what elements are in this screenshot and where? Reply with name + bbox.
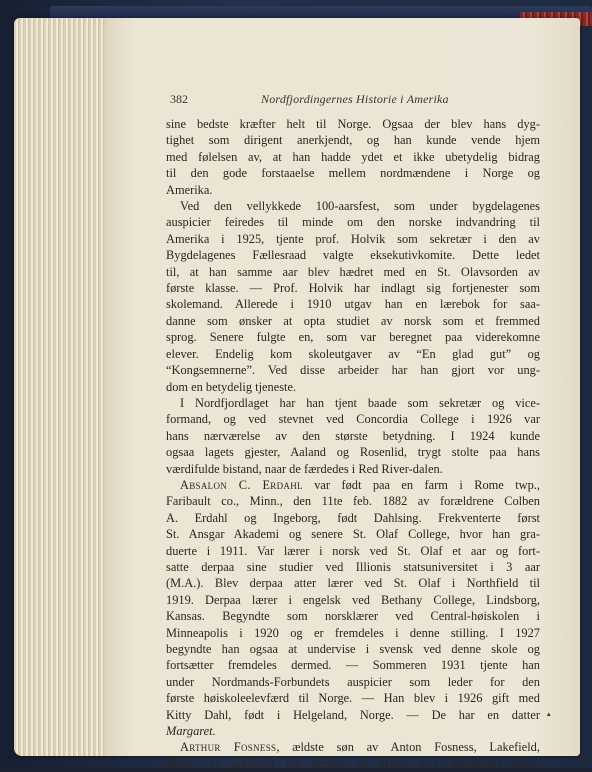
person-name: Arthur Fosness — [180, 740, 277, 755]
line-text: første høiskoleelevfærd til Norge. — Han blev i 1926 gift med — [166, 691, 540, 706]
text-line — [166, 329, 540, 345]
text-line — [166, 477, 540, 493]
text-line — [166, 657, 540, 673]
text-line — [166, 625, 540, 641]
text-line — [166, 231, 540, 247]
text-line — [166, 756, 540, 772]
line-text: tighet som dirigent anerkjendt, og han kunde vende hjem — [166, 133, 540, 148]
line-text: formand, og ved stevnet ved Concordia College i 1926 var — [166, 412, 540, 427]
line-text: med følelsen av, at han hadde ydet et ikke ubetydelig bidrag — [166, 149, 540, 164]
line-text: St. Ansgar Akademi og senere St. Olaf College, hvor han gra- — [166, 527, 540, 542]
text-line — [166, 707, 540, 723]
text-line — [166, 641, 540, 657]
line-text: værdifulde bistand, naar de færdedes i Red River-dalen. — [166, 461, 443, 476]
line-text: Kansas. Begyndte som norsklærer ved Central-høiskolen i — [166, 609, 540, 624]
line-text: under Nordmands-Forbundets auspicier som leder for den — [166, 674, 540, 689]
text-line — [166, 214, 540, 230]
line-text: til, at han samme aar blev hædret med en St. Olavsorden av — [166, 264, 540, 279]
text-line — [166, 411, 540, 427]
line-text: duerte i 1911. Var lærer i norsk ved St. Olaf et aar og fort- — [166, 543, 540, 558]
text-line — [166, 264, 540, 280]
page-number: 382 — [170, 92, 188, 106]
line-text: Bygdelagenes Fællesraad valgte eksekutivkomite. Dette ledet — [166, 248, 540, 263]
text-line — [166, 395, 540, 411]
running-head: Nordfjordingernes Historie i Amerika — [261, 92, 449, 106]
text-line — [166, 198, 540, 214]
line-text: Ved den vellykkede 100-aarsfest, som under bygdelagenes — [180, 199, 540, 214]
line-text: dom en betydelig tjeneste. — [166, 379, 297, 394]
text-line — [166, 149, 540, 165]
text-line — [166, 543, 540, 559]
line-text: hans nærværelse av den største betydning. I 1924 kunde — [166, 428, 540, 443]
text-line — [166, 739, 540, 755]
line-text: satte derpaa sine studier ved Illionis statsuniversitet i 3 aar — [166, 559, 540, 574]
text-line — [166, 559, 540, 575]
text-line — [166, 575, 540, 591]
line-text: Amerika i 1925, tjente prof. Holvik som sekretær i den av — [166, 231, 540, 246]
italic-name: Margaret. — [166, 724, 216, 739]
line-text: Faribault co., Minn., den 11te feb. 1882 av forældrene Colben — [166, 494, 540, 509]
text-line — [166, 313, 540, 329]
text-line — [166, 493, 540, 509]
text-line — [166, 444, 540, 460]
text-line — [166, 592, 540, 608]
line-text: “Kongsemnerne”. Ved disse arbeider har han gjort vor ung- — [166, 363, 540, 378]
text-line — [166, 346, 540, 362]
body-text — [166, 116, 540, 772]
text-line — [166, 182, 540, 198]
text-line — [166, 296, 540, 312]
line-text: Minn., er graduent fra School of Mines ved Minnesota stats- — [166, 756, 540, 771]
page-stack-edges — [14, 18, 107, 756]
text-line — [166, 510, 540, 526]
line-text: 1919. Derpaa lærer i engelsk ved Bethany College, Lindsborg, — [166, 592, 540, 607]
line-text: , ældste søn av Anton Fosness, Lakefield, — [276, 740, 540, 755]
line-text: Minneapolis i 1920 og er fremdeles i denne stilling. I 1927 — [166, 625, 540, 640]
line-text: sprog. Senere fulgte en, som var beregnet paa viderekomne — [166, 330, 540, 345]
line-text: første klasse. — Prof. Holvik har indlagt sig fortjenester som — [166, 281, 540, 296]
text-line — [166, 280, 540, 296]
line-text: var født paa en farm i Rome twp., — [302, 477, 540, 492]
line-text: ogsaa lagets gjester, Aaland og Rosenlid, trygt stolte paa hans — [166, 445, 540, 460]
text-line — [166, 526, 540, 542]
text-line — [166, 723, 540, 739]
line-text: skolemand. Allerede i 1910 utgav han en lærebok for saa- — [166, 297, 540, 312]
text-line — [166, 379, 540, 395]
line-text: I Nordfjordlaget har han tjent baade som sekretær og vice- — [180, 395, 540, 410]
text-line — [166, 247, 540, 263]
line-text: elever. Endelig kom skoleutgaver av “En glad gut” og — [166, 346, 540, 361]
line-text: fortsætter fremdeles dermed. — Sommeren 1931 tjente han — [166, 658, 540, 673]
text-line — [166, 116, 540, 132]
page-header — [170, 91, 544, 107]
line-text: begyndte han ogsaa at undervise i svensk ved denne skole og — [166, 642, 540, 656]
line-text: (M.A.). Blev derpaa atter lærer ved St. Olaf i Northfield til — [166, 576, 540, 591]
person-name: Absalon C. Erdahl — [180, 477, 303, 492]
printer-mark: ▴ — [547, 710, 551, 718]
text-line — [166, 165, 540, 181]
line-text: danne som ønsker at opta studiet av norsk som et fremmed — [166, 313, 540, 328]
text-line — [166, 690, 540, 706]
text-line — [166, 608, 540, 624]
text-line — [166, 362, 540, 378]
text-line — [166, 428, 540, 444]
line-text: A. Erdahl og Ingeborg, født Dahlsing. Frekventerte først — [166, 510, 540, 525]
line-text: Amerika. — [166, 182, 213, 197]
text-line — [166, 674, 540, 690]
text-line — [166, 132, 540, 148]
line-text: auspicier feiredes til minde om den norske indvandring til — [166, 215, 540, 230]
text-line — [166, 461, 540, 477]
line-text: til den gode forstaaelse mellem nordmændene i Norge og — [166, 166, 540, 181]
line-text: sine bedste kræfter helt til Norge. Ogsaa der blev hans dyg- — [166, 117, 540, 131]
line-text: Kitty Dahl, født i Helgeland, Norge. — De har en datter — [166, 707, 540, 722]
